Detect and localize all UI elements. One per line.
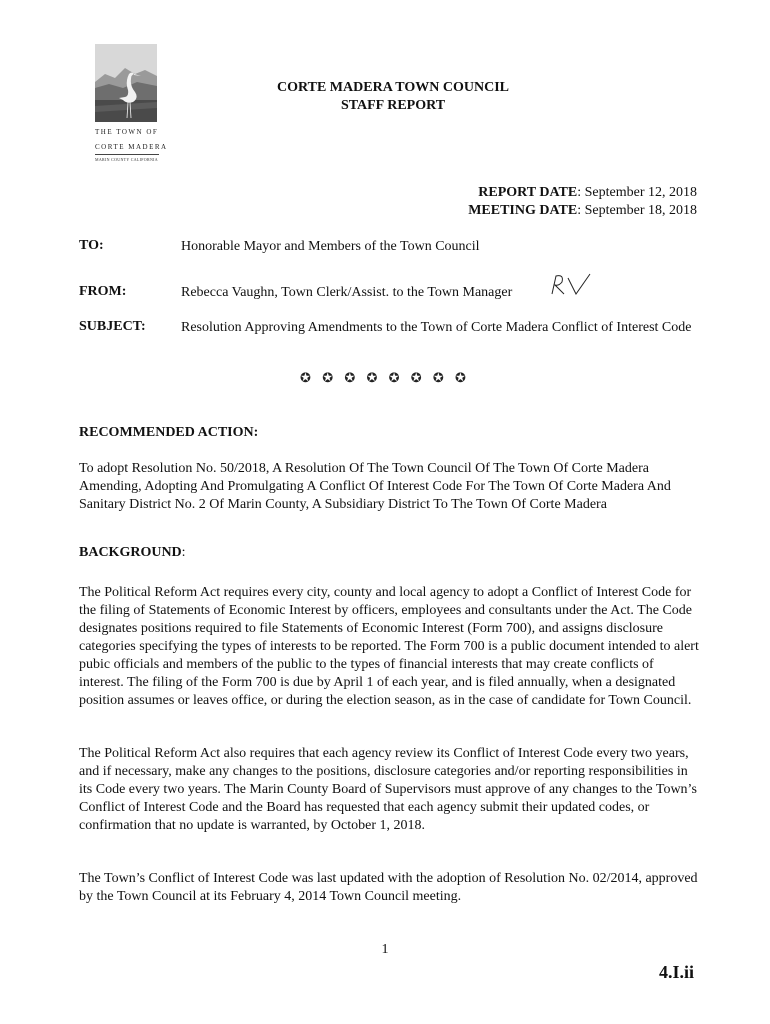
subject-value: Resolution Approving Amendments to the Town of Corte Madera Conflict of Interest Code bbox=[181, 320, 692, 335]
meeting-date-label: MEETING DATE bbox=[468, 203, 578, 218]
to-label: TO: bbox=[79, 238, 104, 253]
background-paragraph-3: The Town’s Conflict of Interest Code was last updated with the adoption of Resolution No. 02/2014, approved by the Town Council at its February 4, 2014 Town Council meeting. bbox=[79, 871, 698, 904]
agenda-item-id: 4.I.ii bbox=[658, 962, 694, 982]
section-divider: ✪ ✪ ✪ ✪ ✪ ✪ ✪ ✪ bbox=[300, 370, 470, 385]
meeting-date-line bbox=[468, 202, 697, 220]
from-label: FROM: bbox=[79, 284, 127, 299]
handwritten-initials bbox=[546, 272, 596, 298]
logo-line-1: THE TOWN OF bbox=[95, 128, 159, 136]
report-date-value: : September 12, 2018 bbox=[577, 185, 697, 200]
background-paragraph-2: The Political Reform Act also requires that each agency review its Conflict of Interest Code every two years, and if necessary, make any changes to the positions, disclosure categories and/or reporting responsibilities in its Code every two years. The Marin County Board of Supervisors must approve of any changes to the Town’s Conflict of Interest Code and the Board has requested that each agency submit their updated codes, or confirmation that no update is warranted, by October 1, 2018. bbox=[79, 746, 697, 833]
report-date-line bbox=[468, 184, 697, 202]
subject-label: SUBJECT: bbox=[79, 319, 146, 334]
background-heading-colon: : bbox=[181, 545, 186, 560]
background-heading-text: BACKGROUND bbox=[79, 545, 182, 560]
logo-divider bbox=[95, 154, 159, 155]
report-date-label: REPORT DATE bbox=[478, 185, 578, 200]
recommended-action-heading: RECOMMENDED ACTION: bbox=[79, 425, 259, 440]
page-number: 1 bbox=[381, 942, 389, 957]
report-title: CORTE MADERA TOWN COUNCIL bbox=[277, 80, 509, 95]
to-value: Honorable Mayor and Members of the Town Council bbox=[181, 239, 480, 254]
report-subtitle: STAFF REPORT bbox=[340, 98, 446, 113]
recommended-action-text: To adopt Resolution No. 50/2018, A Resolution Of The Town Council Of The Town Of Corte Madera Amending, Adopting And Promulgating A Conflict Of Interest Code For The Town Of Corte Madera And Sanitary District No. 2 Of Marin County, A Subsidiary District To The Town Of Corte Madera bbox=[79, 461, 671, 512]
logo-line-2: CORTE MADERA bbox=[95, 143, 168, 151]
logo-subtitle: MARIN COUNTY CALIFORNIA bbox=[95, 157, 158, 162]
from-value: Rebecca Vaughn, Town Clerk/Assist. to the Town Manager bbox=[181, 285, 513, 300]
background-heading bbox=[79, 545, 186, 561]
meeting-date-value: : September 18, 2018 bbox=[577, 203, 697, 218]
background-paragraph-1: The Political Reform Act requires every city, county and local agency to adopt a Conflict of Interest Code for the filing of Statements of Economic Interest by officers, employees and consultants under the Act. The Code designates positions required to file Statements of Economic Interest (Form 700), and assigns disclosure categories specifying the types of interests to be reported. The Form 700 is a public document intended to alert pubic officials and members of the public to the types of financial interests that may create conflicts of interest. The filing of the Form 700 is due by April 1 of each year, and is filed annually, when a designated position assumes or leaves office, or during the election season, as in the case of candidate for Town Council. bbox=[79, 585, 699, 708]
report-dates bbox=[468, 184, 697, 220]
